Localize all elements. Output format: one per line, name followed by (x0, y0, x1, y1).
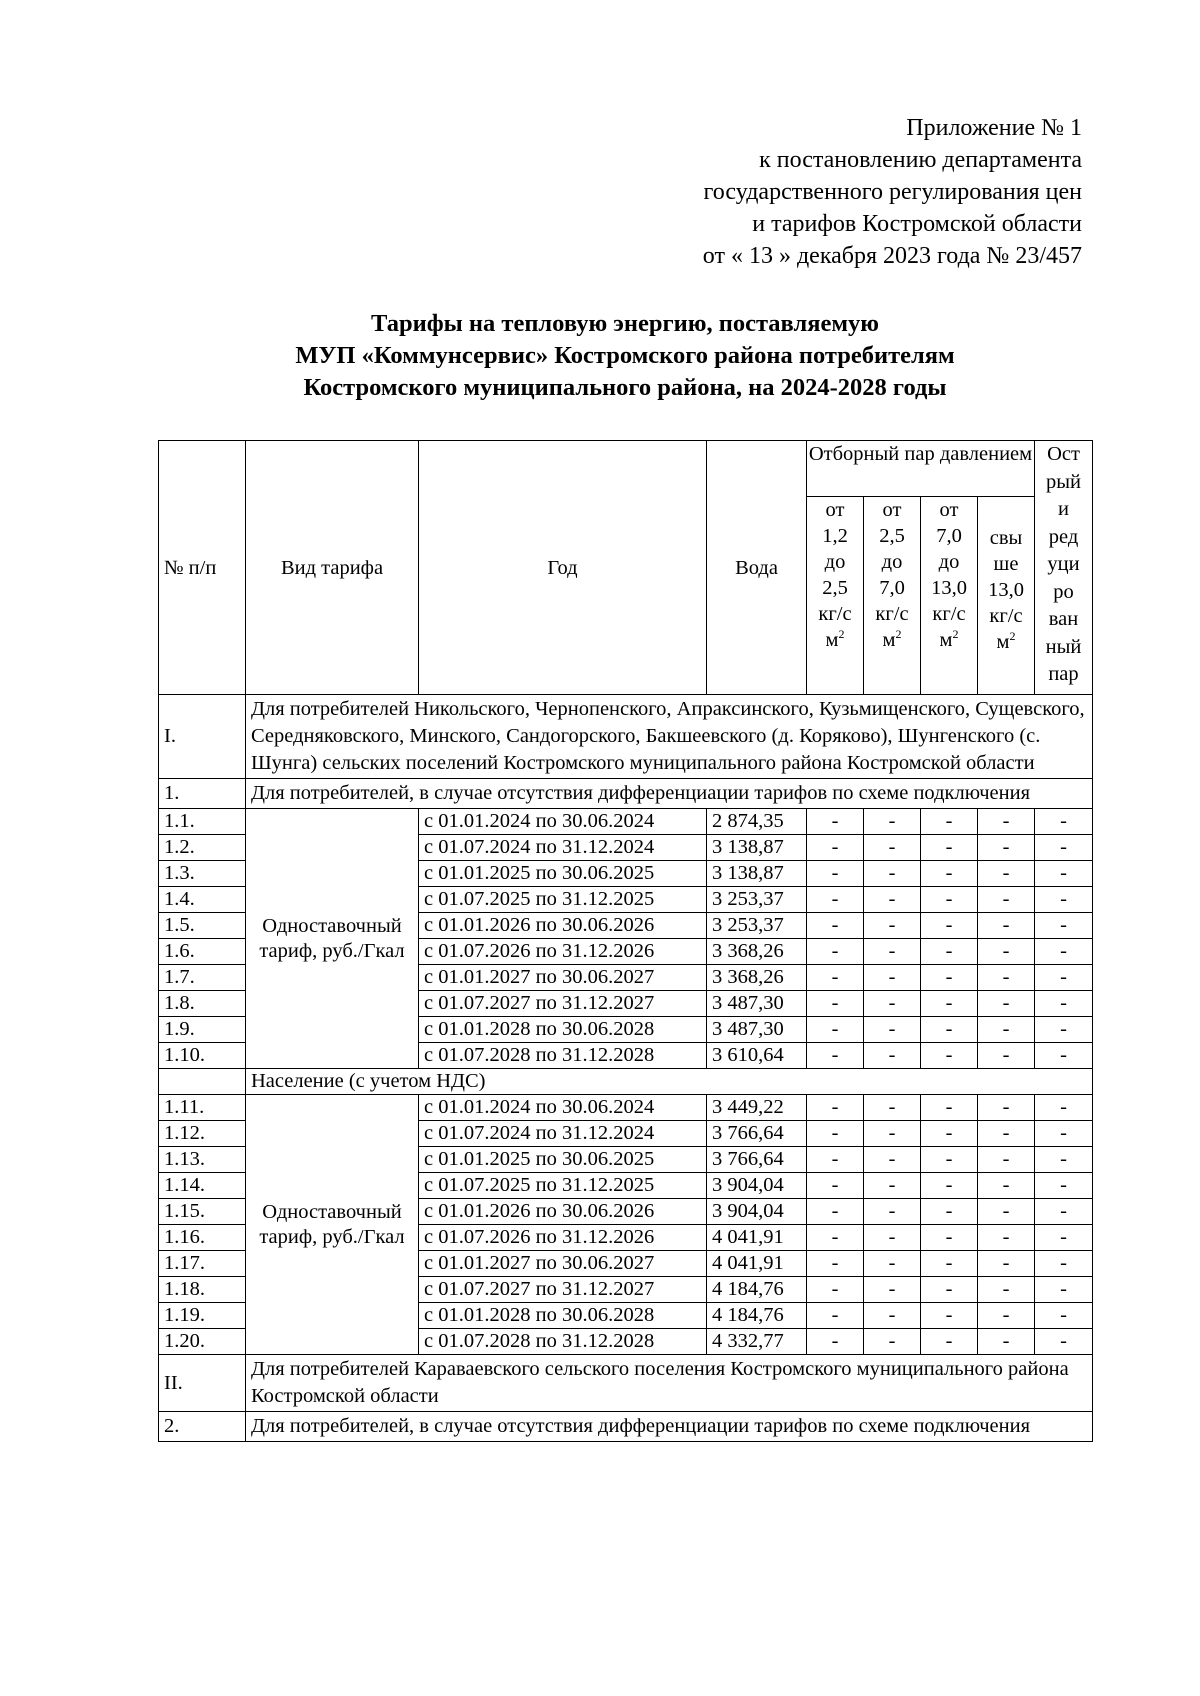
row-dash: - (921, 939, 978, 965)
row-dash: - (921, 1147, 978, 1173)
row-dash: - (978, 861, 1035, 887)
row-num: 1.5. (159, 913, 246, 939)
row-water: 3 138,87 (707, 835, 807, 861)
row-num: 1.18. (159, 1277, 246, 1303)
title-line: Костромского муниципального района, на 2024-2028 годы (303, 374, 947, 401)
row-water: 3 904,04 (707, 1173, 807, 1199)
row-water: 3 766,64 (707, 1121, 807, 1147)
section-num: I. (159, 695, 246, 779)
row-num: 1.17. (159, 1251, 246, 1277)
row-period: с 01.07.2026 по 31.12.2026 (419, 939, 707, 965)
row-dash: - (978, 1277, 1035, 1303)
row-dash: - (807, 1173, 864, 1199)
row-dash: - (1035, 809, 1093, 835)
row-dash: - (978, 1017, 1035, 1043)
row-dash: - (1035, 1199, 1093, 1225)
row-dash: - (921, 1225, 978, 1251)
row-dash: - (1035, 1121, 1093, 1147)
row-num: 1.12. (159, 1121, 246, 1147)
row-period: с 01.01.2027 по 30.06.2027 (419, 1251, 707, 1277)
header-tariff-type: Вид тарифа (246, 441, 419, 695)
row-dash: - (978, 991, 1035, 1017)
row-dash: - (864, 1225, 921, 1251)
header-water: Вода (707, 441, 807, 695)
document-title (158, 308, 1092, 404)
row-dash: - (978, 887, 1035, 913)
row-num: 1.7. (159, 965, 246, 991)
row-dash: - (864, 939, 921, 965)
row-dash: - (978, 835, 1035, 861)
row-dash: - (864, 1251, 921, 1277)
row-dash: - (1035, 835, 1093, 861)
row-dash: - (864, 1095, 921, 1121)
row-dash: - (1035, 991, 1093, 1017)
row-dash: - (921, 1303, 978, 1329)
row-water: 3 138,87 (707, 861, 807, 887)
row-period: с 01.01.2024 по 30.06.2024 (419, 1095, 707, 1121)
appendix-line: и тарифов Костромской области (752, 211, 1082, 237)
appendix-line: Приложение № 1 (906, 115, 1082, 141)
row-dash: - (978, 1095, 1035, 1121)
row-dash: - (978, 1043, 1035, 1069)
row-period: с 01.01.2028 по 30.06.2028 (419, 1303, 707, 1329)
row-dash: - (807, 1277, 864, 1303)
row-dash: - (864, 1147, 921, 1173)
row-dash: - (1035, 1329, 1093, 1355)
row-dash: - (921, 1277, 978, 1303)
row-dash: - (864, 835, 921, 861)
row-dash: - (807, 835, 864, 861)
section-num (159, 1069, 246, 1095)
row-dash: - (978, 913, 1035, 939)
row-dash: - (1035, 1277, 1093, 1303)
row-dash: - (978, 1199, 1035, 1225)
row-dash: - (864, 1121, 921, 1147)
row-dash: - (807, 809, 864, 835)
row-dash: - (1035, 861, 1093, 887)
row-dash: - (807, 939, 864, 965)
row-dash: - (807, 1121, 864, 1147)
row-dash: - (978, 1173, 1035, 1199)
row-water: 3 766,64 (707, 1147, 807, 1173)
row-water: 3 487,30 (707, 1017, 807, 1043)
section-num: 1. (159, 779, 246, 809)
row-dash: - (864, 1173, 921, 1199)
row-dash: - (1035, 965, 1093, 991)
row-dash: - (864, 887, 921, 913)
row-dash: - (921, 965, 978, 991)
row-dash: - (807, 1095, 864, 1121)
row-water: 3 368,26 (707, 939, 807, 965)
row-dash: - (921, 1329, 978, 1355)
row-dash: - (864, 809, 921, 835)
row-dash: - (807, 965, 864, 991)
row-dash: - (807, 1147, 864, 1173)
row-dash: - (864, 913, 921, 939)
tariff-type-cell: Одноставочный тариф, руб./Гкал (246, 809, 419, 1069)
appendix-line: государственного регулирования цен (703, 179, 1082, 205)
table-row (159, 809, 1093, 835)
row-water: 3 904,04 (707, 1199, 807, 1225)
row-period: с 01.07.2024 по 31.12.2024 (419, 1121, 707, 1147)
section-text: Для потребителей Караваевского сельского поселения Костромского муниципального района Костромской области (246, 1355, 1093, 1412)
row-dash: - (978, 1329, 1035, 1355)
section-text: Для потребителей, в случае отсутствия дифференциации тарифов по схеме подключения (246, 1412, 1093, 1442)
section-num: 2. (159, 1412, 246, 1442)
row-dash: - (864, 965, 921, 991)
row-dash: - (1035, 913, 1093, 939)
row-dash: - (921, 861, 978, 887)
row-num: 1.8. (159, 991, 246, 1017)
tariff-table (158, 440, 1093, 1442)
row-num: 1.1. (159, 809, 246, 835)
row-water: 3 253,37 (707, 887, 807, 913)
row-dash: - (921, 991, 978, 1017)
section-text: Население (с учетом НДС) (246, 1069, 1093, 1095)
row-water: 4 041,91 (707, 1251, 807, 1277)
row-dash: - (1035, 887, 1093, 913)
row-dash: - (921, 1173, 978, 1199)
row-dash: - (864, 991, 921, 1017)
row-period: с 01.01.2025 по 30.06.2025 (419, 1147, 707, 1173)
row-dash: - (978, 1303, 1035, 1329)
row-dash: - (921, 1095, 978, 1121)
table-row (159, 1095, 1093, 1121)
row-water: 3 368,26 (707, 965, 807, 991)
title-line: МУП «Коммунсервис» Костромского района потребителям (295, 342, 955, 369)
section-num: II. (159, 1355, 246, 1412)
row-dash: - (1035, 1251, 1093, 1277)
header-num: № п/п (159, 441, 246, 695)
row-water: 4 332,77 (707, 1329, 807, 1355)
row-dash: - (864, 1329, 921, 1355)
row-dash: - (807, 1017, 864, 1043)
row-dash: - (978, 1121, 1035, 1147)
row-period: с 01.07.2027 по 31.12.2027 (419, 1277, 707, 1303)
row-water: 3 253,37 (707, 913, 807, 939)
row-water: 4 184,76 (707, 1303, 807, 1329)
row-period: с 01.01.2025 по 30.06.2025 (419, 861, 707, 887)
row-dash: - (921, 1043, 978, 1069)
row-water: 4 184,76 (707, 1277, 807, 1303)
row-period: с 01.01.2024 по 30.06.2024 (419, 809, 707, 835)
row-period: с 01.07.2025 по 31.12.2025 (419, 1173, 707, 1199)
row-period: с 01.07.2028 по 31.12.2028 (419, 1043, 707, 1069)
row-period: с 01.01.2026 по 30.06.2026 (419, 913, 707, 939)
row-period: с 01.07.2026 по 31.12.2026 (419, 1225, 707, 1251)
row-num: 1.4. (159, 887, 246, 913)
row-num: 1.20. (159, 1329, 246, 1355)
row-dash: - (1035, 1095, 1093, 1121)
row-dash: - (807, 913, 864, 939)
tariff-type-cell: Одноставочный тариф, руб./Гкал (246, 1095, 419, 1355)
row-dash: - (978, 1225, 1035, 1251)
row-dash: - (864, 1303, 921, 1329)
row-dash: - (807, 991, 864, 1017)
row-period: с 01.01.2026 по 30.06.2026 (419, 1199, 707, 1225)
row-dash: - (864, 1017, 921, 1043)
row-period: с 01.07.2024 по 31.12.2024 (419, 835, 707, 861)
row-dash: - (807, 1043, 864, 1069)
row-num: 1.6. (159, 939, 246, 965)
row-dash: - (807, 1251, 864, 1277)
row-dash: - (1035, 1173, 1093, 1199)
row-dash: - (921, 1121, 978, 1147)
row-num: 1.13. (159, 1147, 246, 1173)
row-dash: - (807, 887, 864, 913)
row-dash: - (921, 1017, 978, 1043)
row-num: 1.19. (159, 1303, 246, 1329)
row-dash: - (864, 1043, 921, 1069)
appendix-block (522, 112, 1082, 272)
row-dash: - (1035, 1043, 1093, 1069)
row-period: с 01.07.2025 по 31.12.2025 (419, 887, 707, 913)
appendix-line: от « 13 » декабря 2023 года № 23/457 (702, 243, 1082, 269)
row-num: 1.11. (159, 1095, 246, 1121)
row-dash: - (807, 1199, 864, 1225)
row-dash: - (1035, 1303, 1093, 1329)
header-year: Год (419, 441, 707, 695)
row-dash: - (864, 861, 921, 887)
row-dash: - (978, 809, 1035, 835)
row-dash: - (921, 1251, 978, 1277)
row-dash: - (807, 1329, 864, 1355)
section-text: Для потребителей, в случае отсутствия дифференциации тарифов по схеме подключения (246, 779, 1093, 809)
row-period: с 01.07.2027 по 31.12.2027 (419, 991, 707, 1017)
row-dash: - (1035, 939, 1093, 965)
row-dash: - (978, 939, 1035, 965)
row-water: 4 041,91 (707, 1225, 807, 1251)
row-water: 3 487,30 (707, 991, 807, 1017)
row-dash: - (921, 809, 978, 835)
row-water: 3 449,22 (707, 1095, 807, 1121)
header-pressure-2: от 2,5 до 7,0 кг/с $м^2$ (864, 497, 921, 695)
row-num: 1.16. (159, 1225, 246, 1251)
header-pressure-3: от 7,0 до 13,0 кг/с $м^2$ (921, 497, 978, 695)
row-dash: - (807, 1225, 864, 1251)
header-pressure-4: свы ше 13,0 кг/с $м^2$ (978, 497, 1035, 695)
row-water: 2 874,35 (707, 809, 807, 835)
row-dash: - (921, 913, 978, 939)
row-period: с 01.01.2027 по 30.06.2027 (419, 965, 707, 991)
row-dash: - (978, 1147, 1035, 1173)
row-dash: - (864, 1199, 921, 1225)
row-num: 1.9. (159, 1017, 246, 1043)
row-dash: - (1035, 1225, 1093, 1251)
row-dash: - (807, 1303, 864, 1329)
row-dash: - (921, 887, 978, 913)
row-water: 3 610,64 (707, 1043, 807, 1069)
row-dash: - (1035, 1017, 1093, 1043)
row-dash: - (978, 1251, 1035, 1277)
appendix-line: к постановлению департамента (759, 147, 1082, 173)
row-period: с 01.01.2028 по 30.06.2028 (419, 1017, 707, 1043)
row-period: с 01.07.2028 по 31.12.2028 (419, 1329, 707, 1355)
title-line: Тарифы на тепловую энергию, поставляемую (370, 310, 879, 337)
section-text: Для потребителей Никольского, Чернопенского, Апраксинского, Кузьмищенского, Сущевского, Середняковского, Минского, Сандогорского, Бакшеевского (д. Коряково), Шунгенского (с. Шунга) сельских поселений Костромского муниципального района Костромской области (246, 695, 1093, 779)
row-dash: - (921, 835, 978, 861)
row-dash: - (807, 861, 864, 887)
row-num: 1.3. (159, 861, 246, 887)
row-dash: - (864, 1277, 921, 1303)
row-num: 1.15. (159, 1199, 246, 1225)
row-num: 1.14. (159, 1173, 246, 1199)
row-dash: - (921, 1199, 978, 1225)
header-steam-group: Отборный пар давлением (807, 441, 1035, 497)
header-sharp-steam: Ост рый и ред уци ро ван ный пар (1035, 441, 1093, 695)
row-dash: - (978, 965, 1035, 991)
row-num: 1.10. (159, 1043, 246, 1069)
row-dash: - (1035, 1147, 1093, 1173)
row-num: 1.2. (159, 835, 246, 861)
header-pressure-1: от 1,2 до 2,5 кг/с $м^2$ (807, 497, 864, 695)
